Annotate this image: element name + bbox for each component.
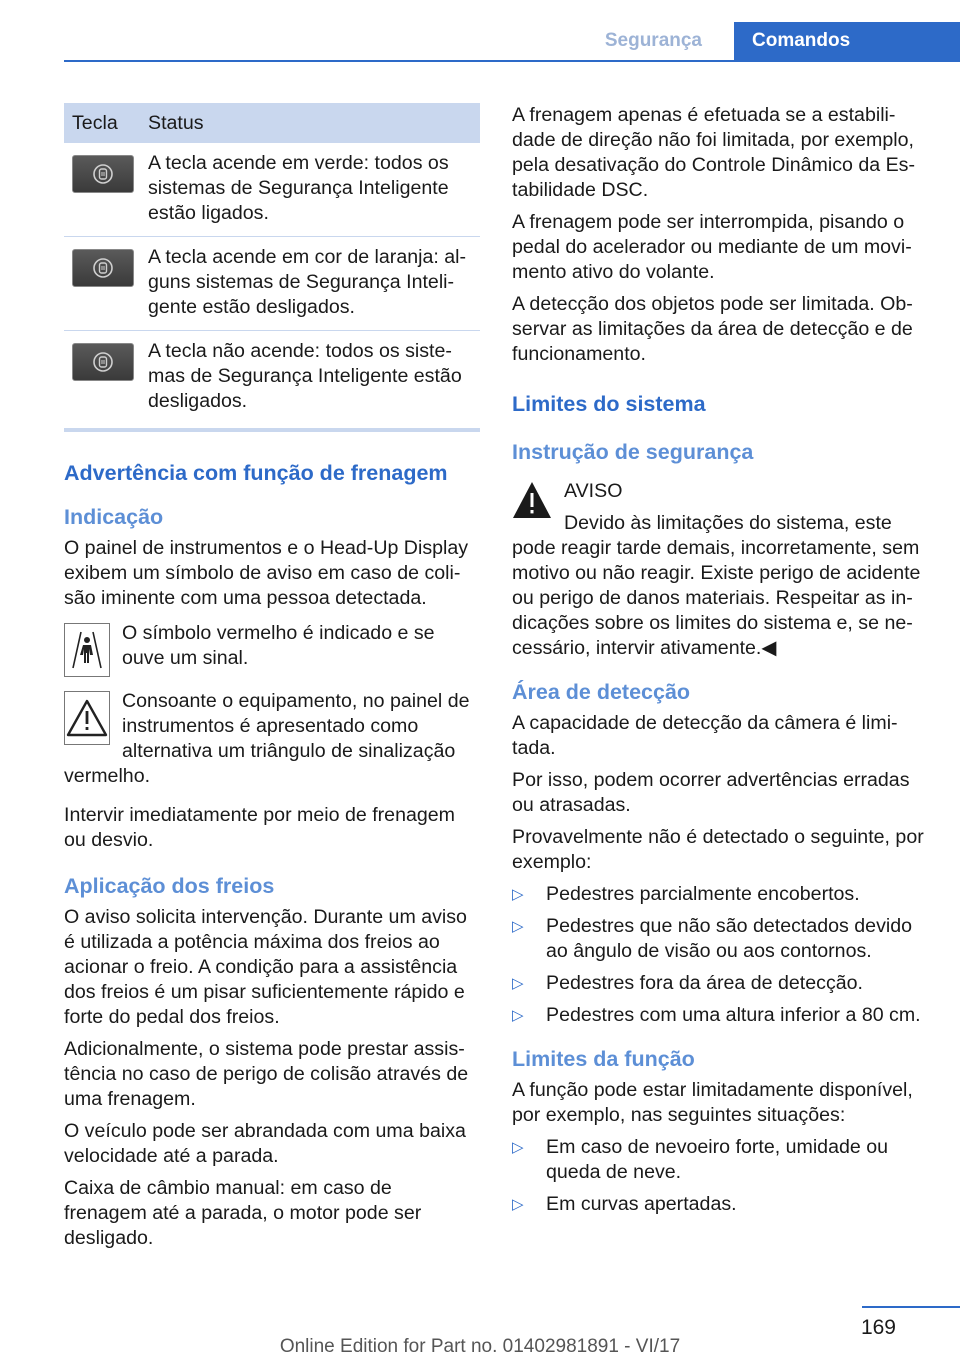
table-cell-status: A tecla acende em verde: todos os sistemas de Segurança Inteligente estão ligados. <box>138 143 480 237</box>
left-column <box>64 103 480 1258</box>
warning-text: Devido às limitações do sistema, este pode reagir tarde demais, incorretamente, sem motivo ou não reagir. Existe perigo de acidente ou perigo de danos materiais. Respeitar as in‐dicações sobre os limites do sistema e, se ne‐cessário, intervir ativamente.◀ <box>512 512 921 659</box>
paragraph: A capacidade de detecção da câmera é limi‐tada. <box>512 712 898 759</box>
key-button-icon <box>72 155 134 193</box>
table-row <box>64 331 480 431</box>
subsection-title: Área de detecção <box>512 680 691 704</box>
subsection-title: Aplicação dos freios <box>64 874 275 898</box>
table-row <box>64 237 480 331</box>
paragraph: O veículo pode ser abrandada com uma baixa velocidade até a parada. <box>64 1120 466 1167</box>
section-title: Limites do sistema <box>512 392 706 416</box>
paragraph: A detecção dos objetos pode ser limitada. Ob‐servar as limitações da área de detecção e de funcionamento. <box>512 293 913 365</box>
paragraph: Por isso, podem ocorrer advertências erradas ou atrasadas. <box>512 769 910 816</box>
bullet-icon: ▷ <box>512 886 524 903</box>
pedestrian-warning-icon <box>64 623 110 677</box>
table-header-status: Status <box>138 103 480 143</box>
right-column <box>512 103 928 1235</box>
table-cell-status: A tecla não acende: todos os siste‐mas de Segurança Inteligente estão desligados. <box>138 331 480 431</box>
paragraph: A frenagem pode ser interrompida, pisando o pedal do acelerador ou mediante de um movi‐mento ativo do volante. <box>512 211 912 283</box>
list-item: ▷ Em caso de nevoeiro forte, umidade ou queda de neve. <box>512 1136 889 1183</box>
bullet-icon: ▷ <box>512 1139 524 1156</box>
page-number-rule <box>862 1306 960 1308</box>
warning-triangle-icon <box>512 481 552 519</box>
symbol-description: Consoante o equipamento, no painel de instrumentos é apresentado como alternativa um triângulo de sinalização vermelho. <box>64 690 470 787</box>
paragraph: Caixa de câmbio manual: em caso de frenagem até a parada, o motor pode ser desligado. <box>64 1177 422 1249</box>
list-item: ▷ Pedestres com uma altura inferior a 80 cm. <box>512 1004 921 1026</box>
bullet-icon: ▷ <box>512 1196 524 1213</box>
detection-limit-list <box>512 882 928 1028</box>
symbol-row <box>64 689 480 789</box>
paragraph: A função pode estar limitadamente disponível, por exemplo, nas seguintes situações: <box>512 1079 913 1126</box>
list-item: ▷ Pedestres parcialmente encobertos. <box>512 883 860 905</box>
section-title: Advertência com função de frenagem <box>64 461 448 485</box>
subsection-title: Instrução de segurança <box>512 440 754 464</box>
paragraph: Provavelmente não é detectado o seguinte, por exemplo: <box>512 826 924 873</box>
function-limit-list <box>512 1135 928 1217</box>
bullet-icon: ▷ <box>512 918 524 935</box>
edition-footer: Online Edition for Part no. 01402981891 - VI/17 <box>279 1336 681 1357</box>
safety-warning <box>512 479 928 661</box>
subsection-title: Limites da função <box>512 1047 695 1071</box>
paragraph: O aviso solicita intervenção. Durante um aviso é utilizada a potência máxima dos freios ao acionar o freio. A condição para a assistência dos freios é um pisar suficientemente rápido e forte do pedal dos freios. <box>64 906 467 1028</box>
page-number: 169 <box>860 1316 896 1339</box>
table-row <box>64 143 480 237</box>
list-item: ▷ Em curvas apertadas. <box>512 1193 737 1215</box>
symbol-description: O símbolo vermelho é indicado e se ouve um sinal. <box>122 622 435 669</box>
paragraph: Intervir imediatamente por meio de frenagem ou desvio. <box>64 804 455 851</box>
list-item: ▷ Pedestres fora da área de detecção. <box>512 972 863 994</box>
header-rule <box>64 60 960 62</box>
key-status-table <box>64 103 480 432</box>
header-section-label: Segurança <box>604 30 702 51</box>
paragraph: A frenagem apenas é efetuada se a estabili‐dade de direção não foi limitada, por exemplo, pela desativação do Controle Dinâmico da Es‐tabilidade DSC. <box>512 104 915 201</box>
warning-triangle-icon <box>64 691 110 745</box>
table-header-key: Tecla <box>64 103 138 143</box>
bullet-icon: ▷ <box>512 1007 524 1024</box>
paragraph: Adicionalmente, o sistema pode prestar assis‐tência no caso de perigo de colisão através de uma frenagem. <box>64 1038 469 1110</box>
table-cell-status: A tecla acende em cor de laranja: al‐guns sistemas de Segurança Inteli‐gente estão desligados. <box>138 237 480 331</box>
symbol-row <box>64 621 480 675</box>
header-chapter-tab: Comandos <box>734 22 960 60</box>
warning-label: AVISO <box>564 480 623 502</box>
key-button-icon <box>72 249 134 287</box>
bullet-icon: ▷ <box>512 975 524 992</box>
key-button-icon <box>72 343 134 381</box>
paragraph: O painel de instrumentos e o Head-Up Display exibem um símbolo de aviso em caso de coli‐são iminente com uma pessoa detectada. <box>64 537 469 609</box>
subsection-title: Indicação <box>64 505 164 529</box>
page-header <box>0 0 960 62</box>
list-item: ▷ Pedestres que não são detectados devido ao ângulo de visão ou aos contornos. <box>512 915 913 962</box>
